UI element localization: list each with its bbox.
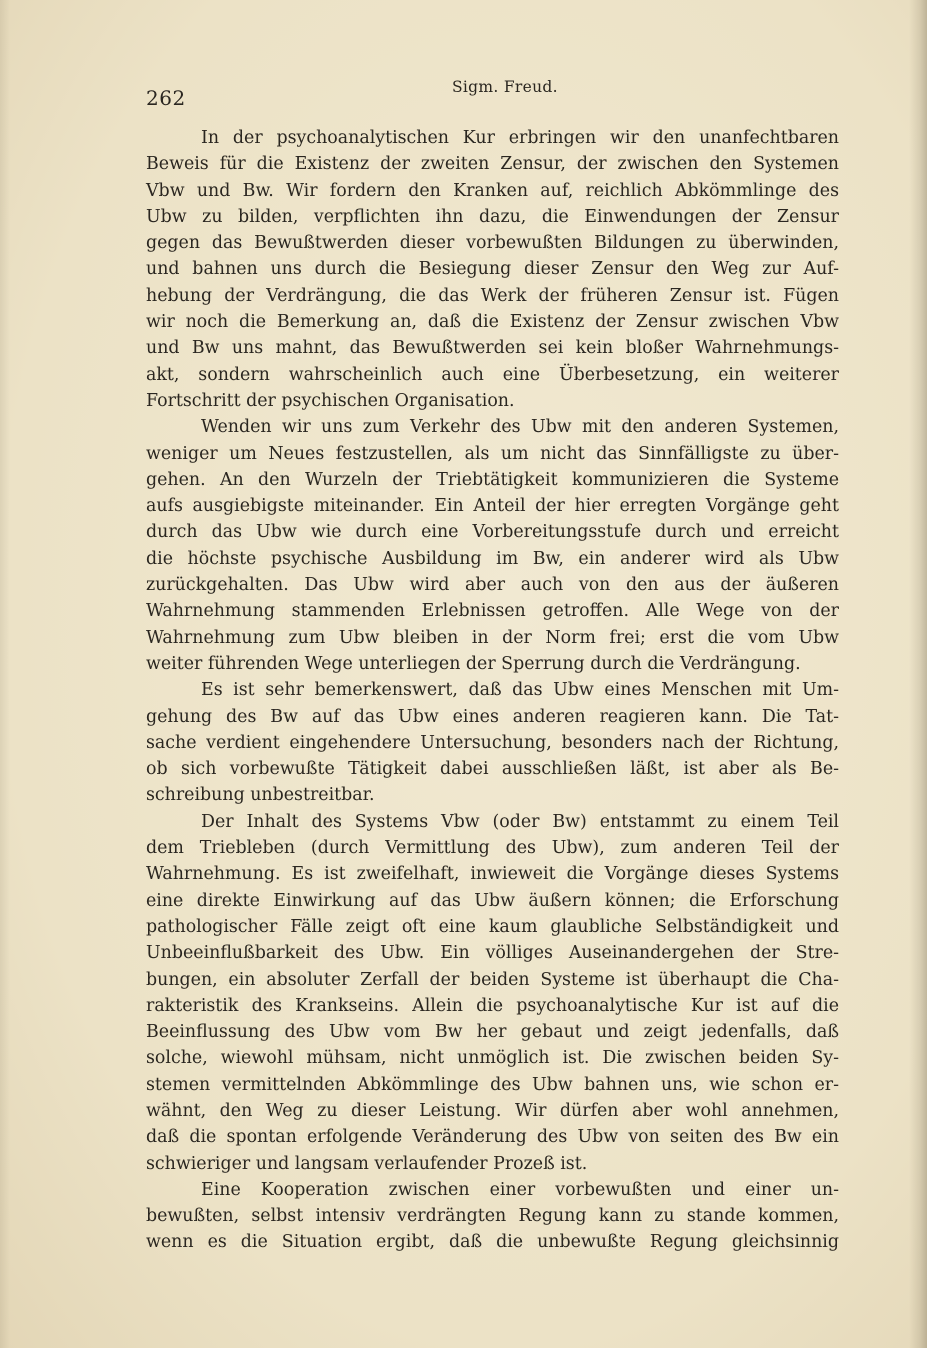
text-line: hebung der Verdrängung, die das Werk der früheren Zensur ist. Fügen [146, 285, 839, 306]
text-line: Wahrnehmung zum Ubw bleiben in der Norm frei; erst die vom Ubw [146, 627, 839, 648]
text-line: Fortschritt der psychischen Organisation. [146, 390, 515, 411]
text-line: wähnt, den Weg zu dieser Leistung. Wir dürfen aber wohl annehmen, [146, 1100, 839, 1121]
text-line: gegen das Bewußtwerden dieser vorbewußten Bildungen zu überwinden, [146, 233, 839, 254]
text-line: daß die spontan erfolgende Veränderung des Ubw von seiten des Bw ein [146, 1127, 839, 1148]
text-line: weniger um Neues festzustellen, als um nicht das Sinnfälligste zu über- [146, 443, 839, 464]
page-number: 262 [146, 86, 186, 110]
text-line: Unbeeinflußbarkeit des Ubw. Ein völliges Auseinandergehen der Stre- [146, 943, 839, 964]
text-line: durch das Ubw wie durch eine Vorbereitungsstufe durch und erreicht [146, 522, 839, 543]
text-line: Beweis für die Existenz der zweiten Zensur, der zwischen den Systemen [146, 154, 839, 175]
text-line: bewußten, selbst intensiv verdrängten Regung kann zu stande kommen, [146, 1206, 839, 1227]
text-line: Wenden wir uns zum Verkehr des Ubw mit den anderen Systemen, [201, 417, 839, 438]
text-line: Ubw zu bilden, verpflichten ihn dazu, die Einwendungen der Zensur [146, 206, 839, 227]
text-line: gehung des Bw auf das Ubw eines anderen reagieren kann. Die Tat- [146, 706, 839, 727]
text-line: In der psychoanalytischen Kur erbringen wir den unanfechtbaren [201, 128, 839, 148]
text-line: sache verdient eingehendere Untersuchung, besonders nach der Richtung, [146, 732, 839, 753]
text-line: und Bw uns mahnt, das Bewußtwerden sei kein bloßer Wahrnehmungs- [146, 338, 839, 359]
page-gutter-shadow [0, 0, 10, 1348]
text-line: zurückgehalten. Das Ubw wird aber auch von den aus der äußeren [146, 575, 839, 596]
text-line: wir noch die Bemerkung an, daß die Existenz der Zensur zwischen Vbw [146, 312, 839, 333]
text-line: Beeinflussung des Ubw vom Bw her gebaut und zeigt jedenfalls, daß [146, 1022, 839, 1043]
text-line: rakteristik des Krankseins. Allein die psychoanalytische Kur ist auf die [146, 995, 839, 1016]
text-line: stemen vermittelnden Abkömmlinge des Ubw bahnen uns, wie schon er- [146, 1074, 839, 1095]
text-line: pathologischer Fälle zeigt oft eine kaum glaubliche Selbständigkeit und [146, 916, 839, 937]
text-line: ob sich vorbewußte Tätigkeit dabei ausschließen läßt, ist aber als Be- [146, 759, 839, 780]
text-line: dem Triebleben (durch Vermittlung des Ubw), zum anderen Teil der [146, 838, 839, 859]
text-line: bungen, ein absoluter Zerfall der beiden Systeme ist überhaupt die Cha- [146, 969, 839, 990]
text-line: und bahnen uns durch die Besiegung dieser Zensur den Weg zur Auf- [146, 259, 839, 280]
text-line: solche, wiewohl mühsam, nicht unmöglich ist. Die zwischen beiden Sy- [146, 1048, 839, 1069]
text-line: Wahrnehmung. Es ist zweifelhaft, inwieweit die Vorgänge dieses Systems [146, 864, 839, 885]
text-line: schreibung unbestreitbar. [146, 785, 375, 806]
text-line: schwieriger und langsam verlaufender Prozeß ist. [146, 1153, 588, 1174]
text-line: Vbw und Bw. Wir fordern den Kranken auf, reichlich Abkömmlinge des [146, 180, 839, 201]
text-line: aufs ausgiebigste miteinander. Ein Anteil der hier erregten Vorgänge geht [146, 496, 839, 517]
text-line: weiter führenden Wege unterliegen der Sperrung durch die Verdrängung. [146, 653, 801, 674]
text-line: Der Inhalt des Systems Vbw (oder Bw) entstammt zu einem Teil [201, 811, 839, 832]
body-text [146, 125, 839, 1256]
page-edge-shadow [909, 0, 927, 1348]
text-line: die höchste psychische Ausbildung im Bw, ein anderer wird als Ubw [146, 548, 839, 569]
text-line: Wahrnehmung stammenden Erlebnissen getroffen. Alle Wege von der [146, 601, 839, 622]
text-line: eine direkte Einwirkung auf das Ubw äußern können; die Erforschung [146, 890, 839, 911]
text-line: Es ist sehr bemerkenswert, daß das Ubw eines Menschen mit Um- [201, 680, 839, 701]
text-line: wenn es die Situation ergibt, daß die unbewußte Regung gleichsinnig [146, 1232, 839, 1253]
text-line: gehen. An den Wurzeln der Triebtätigkeit kommunizieren die Systeme [146, 469, 839, 490]
running-head: Sigm. Freud. [452, 78, 558, 96]
page-header [146, 78, 836, 108]
text-line: Eine Kooperation zwischen einer vorbewußten und einer un- [201, 1179, 839, 1200]
text-line: akt, sondern wahrscheinlich auch eine Überbesetzung, ein weiterer [146, 364, 839, 385]
